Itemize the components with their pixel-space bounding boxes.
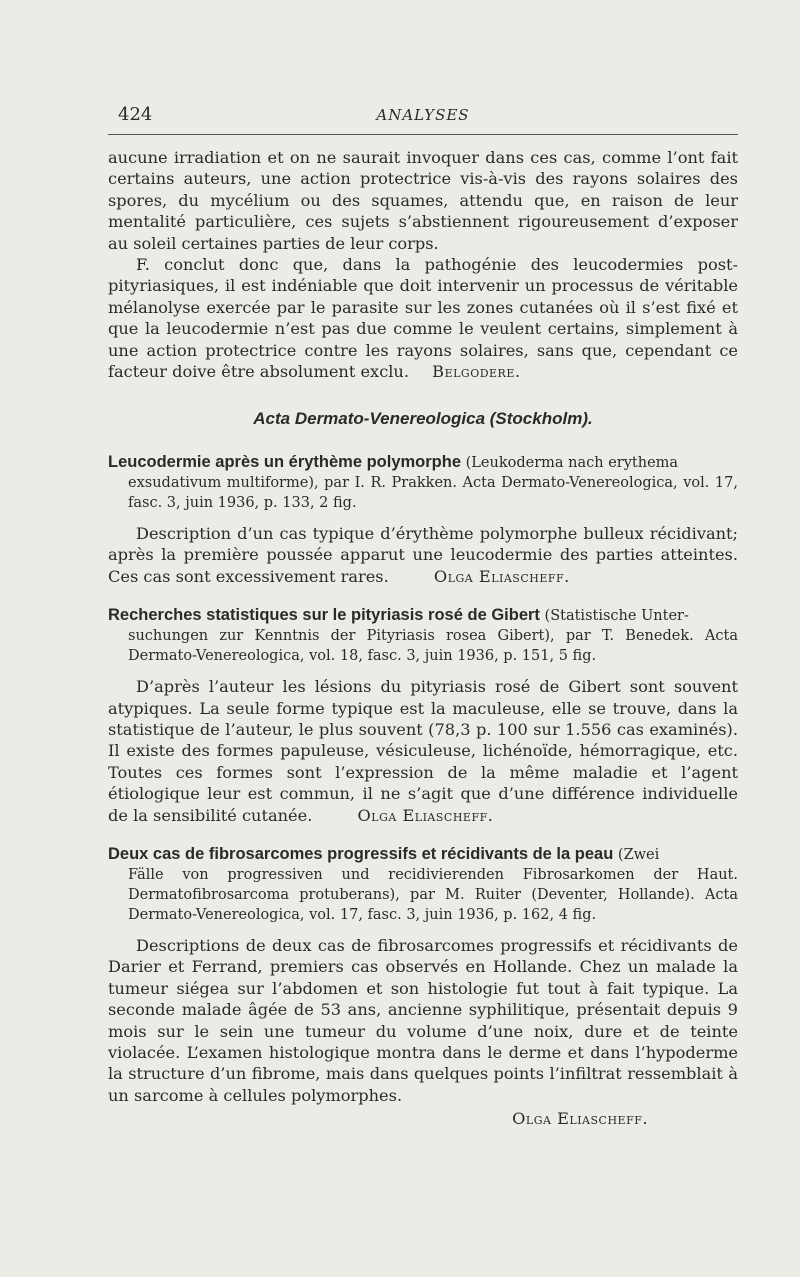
intro-paragraph-2-text: F. conclut donc que, dans la pathogénie des leucodermies post-pityriasiques, il est indéniable que doit intervenir un processus de véritable mélanolyse exercée par le parasite sur les zones cutanées où il s’est fixé et que la leucodermie n’est pas due comme le veulent certains, simplement à une action protectrice contre les rayons solaires, sans que, cependant ce facteur doive être absolument exclu. <box>108 255 738 382</box>
article-1-signature: Olga Eliascheff. <box>433 566 570 586</box>
signature-belgodere: Belgodere. <box>432 362 521 382</box>
page-header <box>108 104 738 128</box>
article-2 <box>108 605 738 826</box>
intro-paragraph-1: aucune irradiation et on ne saurait invoquer dans ces cas, comme l’ont fait certains auteurs, une action protectrice vis-à-vis des rayons solaires des spores, du mycélium ou des squames, attendu que, en raison de leur mentalité particulière, ces sujets s’abstiennent rigoureusement d’exposer au soleil certaines parties de leur corps. <box>108 148 738 253</box>
article-3-ref-first: (Zwei <box>613 846 660 863</box>
journal-title: Acta Dermato-Venereologica (Stockholm). <box>253 409 593 429</box>
article-2-signature: Olga Eliascheff. <box>357 805 494 825</box>
article-3-title: Deux cas de fibrosarcomes progressifs et récidivants de la peau <box>108 844 614 863</box>
intro-paragraph-2 <box>108 254 738 382</box>
article-3 <box>108 844 738 1130</box>
article-1-title: Leucodermie après un érythème polymorphe <box>108 452 462 471</box>
article-3-heading <box>108 844 738 925</box>
page-body <box>108 147 738 1130</box>
page-number: 424 <box>118 104 153 125</box>
article-3-text: Descriptions de deux cas de fibrosarcomes progressifs et récidivants de Darier et Ferrand, premiers cas observés en Hollande. Chez un malade la tumeur siégea sur l’abdomen et son histologie fut tout à fait typique. La seconde malade âgée de 53 ans, ancienne syphilitique, présentait depuis 9 mois sur le sein une tumeur du volume d’une noix, dure et de teinte violacée. L’examen histologique montra dans le derme et dans l’hypoderme la structure d’un fibrome, mais dans quelques points l’infiltrat ressemblait à un sarcome à cellules polymorphes. <box>108 935 738 1105</box>
article-3-ref-rest: Fälle von progressiven und recidivierenden Fibrosarkomen der Haut. Dermatofibrosarcoma protuberans), par M. Ruiter (Deventer, Hollande). Acta Dermato-Venereologica, vol. 17, fasc. 3, juin 1936, p. 162, 4 fig. <box>128 866 738 923</box>
article-1-heading <box>108 452 738 513</box>
article-2-ref-first: (Statistische Unter- <box>539 608 689 625</box>
article-1-ref-first: (Leukoderma nach erythema <box>461 454 679 471</box>
article-2-heading <box>108 605 738 666</box>
article-2-title: Recherches statistiques sur le pityriasis rosé de Gibert <box>108 606 540 625</box>
article-2-body: D’après l’auteur les lésions du pityriasis rosé de Gibert sont souvent atypiques. La seule forme typique est la maculeuse, elle se trouve, dans la statistique de l’auteur, le plus souvent (78,3 p. 100 sur 1.556 cas examinés). Il existe des formes papuleuse, vésiculeuse, lichénoïde, hémorragique, etc. Toutes ces formes sont l’expression de la même maladie et l’agent étiologique leur est commun, il ne s’agit que d’une différence individuelle de la sensibilité cutanée. <box>108 677 738 825</box>
header-rule <box>108 134 738 135</box>
article-1-body: Description d’un cas typique d’érythème polymorphe bulleux récidivant; après la première poussée apparut une leucodermie des parties atteintes. Ces cas sont excessivement rares. <box>108 523 738 586</box>
article-1-ref-rest: exsudativum multiforme), par I. R. Prakken. Acta Dermato-Venereologica, vol. 17, fasc. 3, juin 1936, p. 133, 2 fig. <box>128 474 738 511</box>
article-1-text <box>108 523 738 587</box>
article-1 <box>108 452 738 587</box>
article-3-signature: Olga Eliascheff. <box>512 1109 648 1129</box>
article-2-text <box>108 676 738 826</box>
running-title: ANALYSES <box>376 106 470 124</box>
article-2-ref-rest: suchungen zur Kenntnis der Pityriasis rosea Gibert), par T. Benedek. Acta Dermato-Venereologica, vol. 18, fasc. 3, juin 1936, p. 151, 5 fig. <box>128 628 738 665</box>
